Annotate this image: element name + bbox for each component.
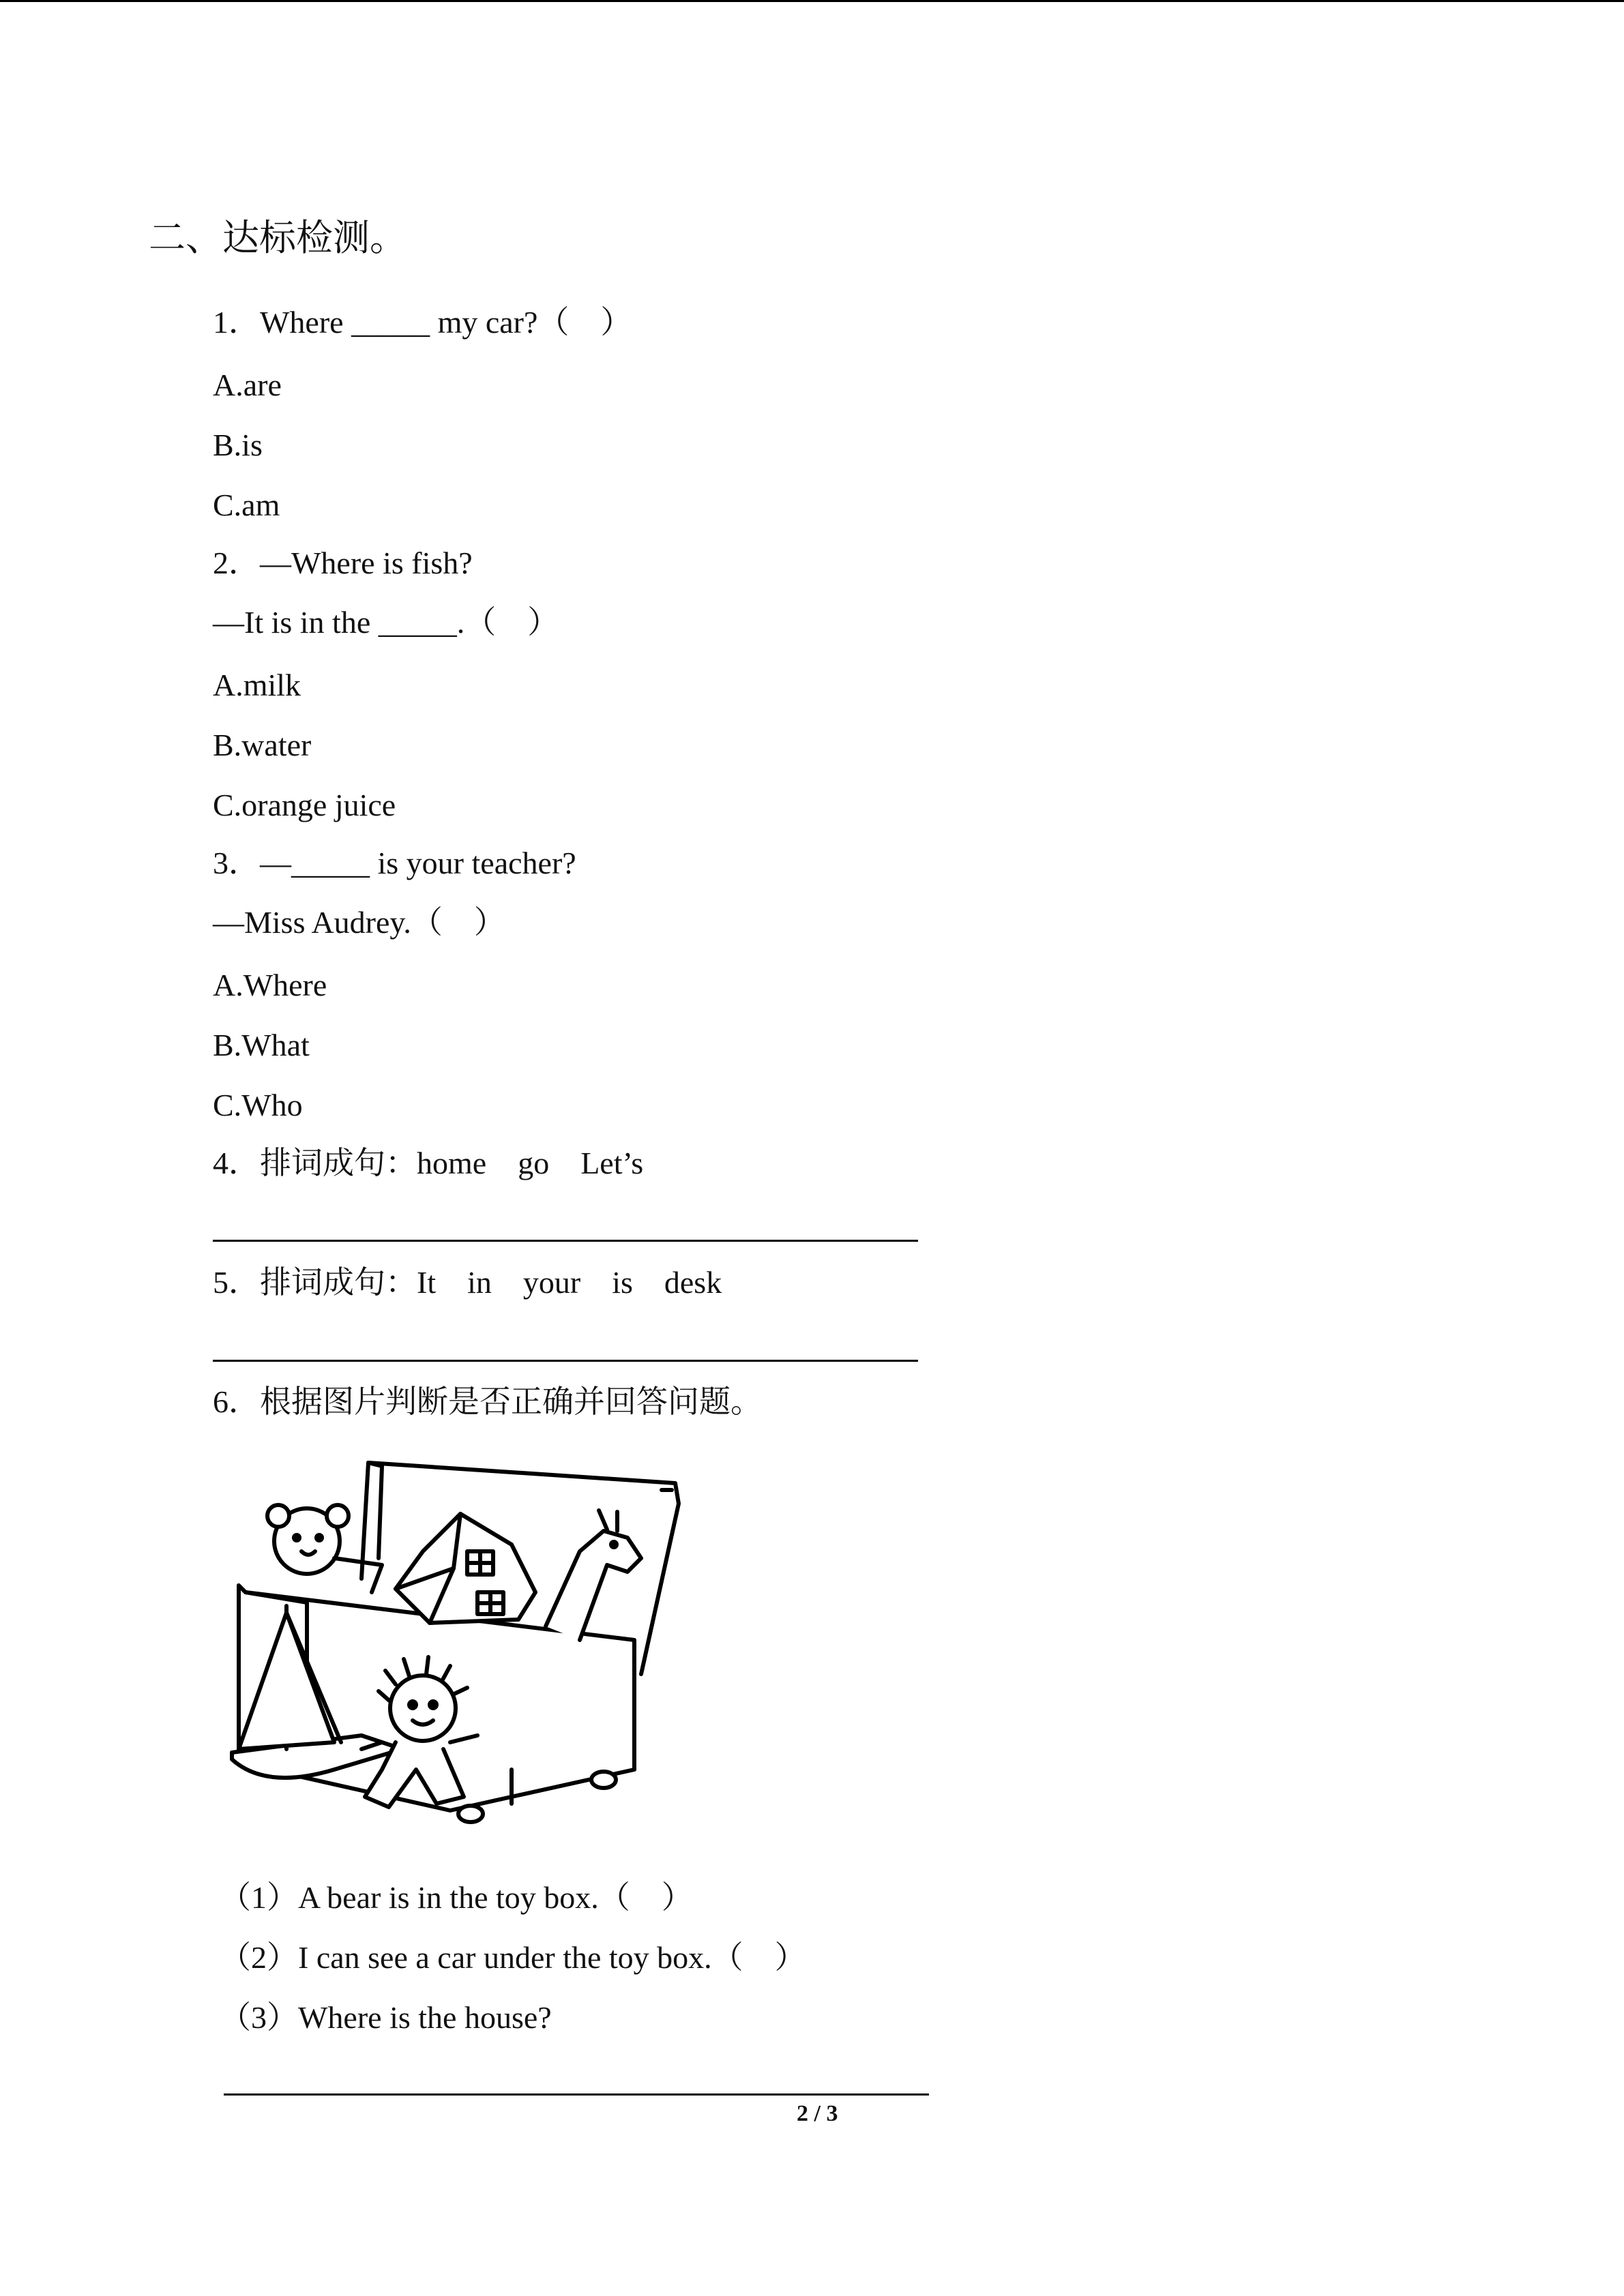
answer-line-5 xyxy=(213,1360,918,1362)
question-6-sub-1: （1）A bear is in the toy box.（ ） xyxy=(220,1880,693,1915)
question-3-stem: 3．—_____ is your teacher? xyxy=(213,846,576,880)
question-2-stem-answer: —It is in the _____.（ ） xyxy=(213,605,559,640)
question-2-option-a: A.milk xyxy=(213,668,301,702)
question-2-stem: 2．—Where is fish? xyxy=(213,546,473,580)
question-1-option-b: B.is xyxy=(213,428,263,462)
answer-line-6-3 xyxy=(224,2093,929,2096)
question-1-stem: 1．Where _____ my car?（ ） xyxy=(213,305,632,340)
answer-line-4 xyxy=(213,1240,918,1242)
question-3-option-c: C.Who xyxy=(213,1088,303,1122)
question-2-option-c: C.orange juice xyxy=(213,788,396,822)
question-4-stem: 4．排词成句：home go Let’s xyxy=(213,1146,644,1180)
page-number: 2 / 3 xyxy=(797,2101,838,2126)
question-2-option-b: B.water xyxy=(213,728,312,762)
question-3-option-b: B.What xyxy=(213,1028,310,1062)
question-1-option-c: C.am xyxy=(213,488,280,522)
section-title: 二、达标检测。 xyxy=(149,218,407,258)
top-border xyxy=(0,0,1624,2)
question-6-stem: 6．根据图片判断是否正确并回答问题。 xyxy=(213,1384,762,1419)
question-6-sub-3: （3）Where is the house? xyxy=(220,2000,552,2035)
question-3-option-a: A.Where xyxy=(213,968,327,1002)
toy-box-illustration xyxy=(225,1449,696,1831)
question-1-option-a: A.are xyxy=(213,368,282,402)
question-6-sub-2: （2）I can see a car under the toy box.（ ） xyxy=(220,1940,806,1975)
question-3-stem-answer: —Miss Audrey.（ ） xyxy=(213,905,505,940)
question-5-stem: 5．排词成句：It in your is desk xyxy=(213,1265,722,1300)
